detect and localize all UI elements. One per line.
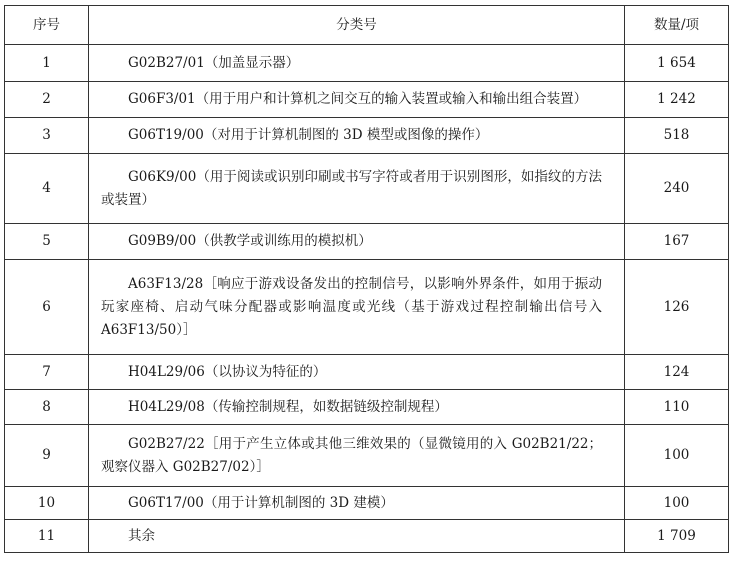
row-count: 1 654: [625, 45, 729, 82]
table-row: [5, 487, 729, 520]
table-row: [5, 45, 729, 82]
row-count: 126: [625, 260, 729, 355]
row-count: 167: [625, 224, 729, 260]
row-classification: G06T17/00（用于计算机制图的 3D 建模）: [128, 494, 394, 511]
table-row: [5, 355, 729, 390]
table-row: [5, 224, 729, 260]
row-serial-number: 10: [5, 487, 89, 520]
row-classification: G06K9/00（用于阅读或识别印刷或书写字符或者用于识别图形，如指纹的方法或装置）: [101, 168, 602, 208]
row-serial-number: 6: [5, 260, 89, 355]
row-count: 100: [625, 425, 729, 487]
table-row: [5, 118, 729, 154]
table-row: [5, 260, 729, 355]
row-classification: G09B9/00（供教学或训练用的模拟机）: [128, 233, 372, 249]
table-header-row: [5, 6, 729, 45]
row-serial-number: 7: [5, 355, 89, 390]
row-classification: H04L29/08（传输控制规程，如数据链级控制规程）: [128, 398, 448, 415]
row-count: 240: [625, 154, 729, 224]
row-count: 518: [625, 118, 729, 154]
header-count: 数量/项: [625, 6, 729, 45]
row-serial-number: 5: [5, 224, 89, 260]
row-classification: G02B27/01（加盖显示器）: [128, 54, 300, 71]
row-count: 124: [625, 355, 729, 390]
table-row: [5, 154, 729, 224]
row-count: 1 242: [625, 82, 729, 118]
row-count: 1 709: [625, 520, 729, 553]
row-classification: G06T19/00（对用于计算机制图的 3D 模型或图像的操作）: [128, 127, 489, 143]
row-serial-number: 8: [5, 390, 89, 425]
row-serial-number: 9: [5, 425, 89, 487]
row-serial-number: 4: [5, 154, 89, 224]
table-row: [5, 390, 729, 425]
row-classification: A63F13/28［响应于游戏设备发出的控制信号，以影响外界条件，如用于振动玩家座椅、启动气味分配器或影响温度或光线（基于游戏过程控制输出信号入 A63F13/50）］: [101, 275, 602, 338]
row-count: 110: [625, 390, 729, 425]
row-serial-number: 1: [5, 45, 89, 82]
header-classification-code: 分类号: [89, 6, 625, 45]
table-row: [5, 82, 729, 118]
header-serial-number: 序号: [5, 6, 89, 45]
row-classification: G02B27/22［用于产生立体或其他三维效果的（显微镜用的入 G02B21/22；观察仪器入 G02B27/02）］: [101, 435, 602, 475]
row-classification: H04L29/06（以协议为特征的）: [128, 363, 327, 380]
classification-table: [4, 5, 729, 553]
row-serial-number: 11: [5, 520, 89, 553]
row-serial-number: 3: [5, 118, 89, 154]
table-row: [5, 425, 729, 487]
row-serial-number: 2: [5, 82, 89, 118]
table-row: [5, 520, 729, 553]
row-classification: 其余: [128, 527, 155, 544]
row-count: 100: [625, 487, 729, 520]
row-classification: G06F3/01（用于用户和计算机之间交互的输入装置或输入和输出组合装置）: [128, 91, 588, 107]
